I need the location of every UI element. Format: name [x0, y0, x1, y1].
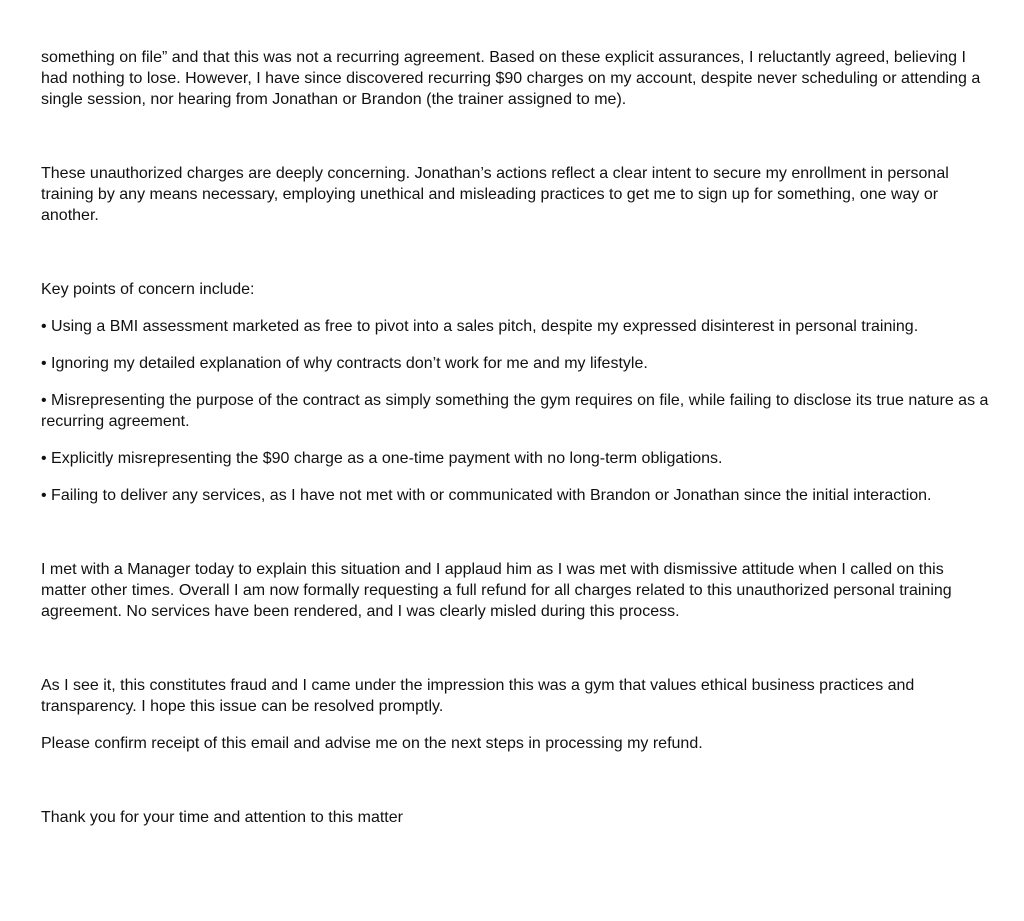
paragraph-fraud-statement: As I see it, this constitutes fraud and I came under the impression this was a gym that values ethical business practices and transparency. I hope this issue can be resolved promptly. [41, 677, 915, 715]
paragraph-recurring-charges: something on file” and that this was not a recurring agreement. Based on these explicit assurances, I reluctantly agreed, believing I had nothing to lose. However, I have since discovered recurring $90 charges on my account, despite never scheduling or attending a single session, nor hearing from Jonathan or Brandon (the trainer assigned to me). [41, 49, 981, 108]
paragraph-unauthorized-charges: These unauthorized charges are deeply concerning. Jonathan’s actions reflect a clear intent to secure my enrollment in personal training by any means necessary, employing unethical and misleading practices to get me to sign up for something, one way or another. [41, 165, 949, 224]
key-points-heading: Key points of concern include: [41, 281, 255, 298]
closing-line: Thank you for your time and attention to this matter [41, 809, 403, 826]
bullet-item: • Ignoring my detailed explanation of why contracts don’t work for me and my lifestyle. [41, 355, 648, 372]
email-body [41, 47, 991, 828]
paragraph-confirm-receipt: Please confirm receipt of this email and advise me on the next steps in processing my refund. [41, 735, 703, 752]
bullet-item: • Explicitly misrepresenting the $90 charge as a one-time payment with no long-term obligations. [41, 450, 723, 467]
bullet-item: • Failing to deliver any services, as I have not met with or communicated with Brandon or Jonathan since the initial interaction. [41, 487, 932, 504]
bullet-item: • Using a BMI assessment marketed as free to pivot into a sales pitch, despite my expressed disinterest in personal training. [41, 318, 919, 335]
bullet-item: • Misrepresenting the purpose of the contract as simply something the gym requires on file, while failing to disclose its true nature as a recurring agreement. [41, 392, 989, 430]
paragraph-refund-request: I met with a Manager today to explain this situation and I applaud him as I was met with dismissive attitude when I called on this matter other times. Overall I am now formally requesting a full refund for all charges related to this unauthorized personal training agreement. No services have been rendered, and I was clearly misled during this process. [41, 561, 952, 620]
